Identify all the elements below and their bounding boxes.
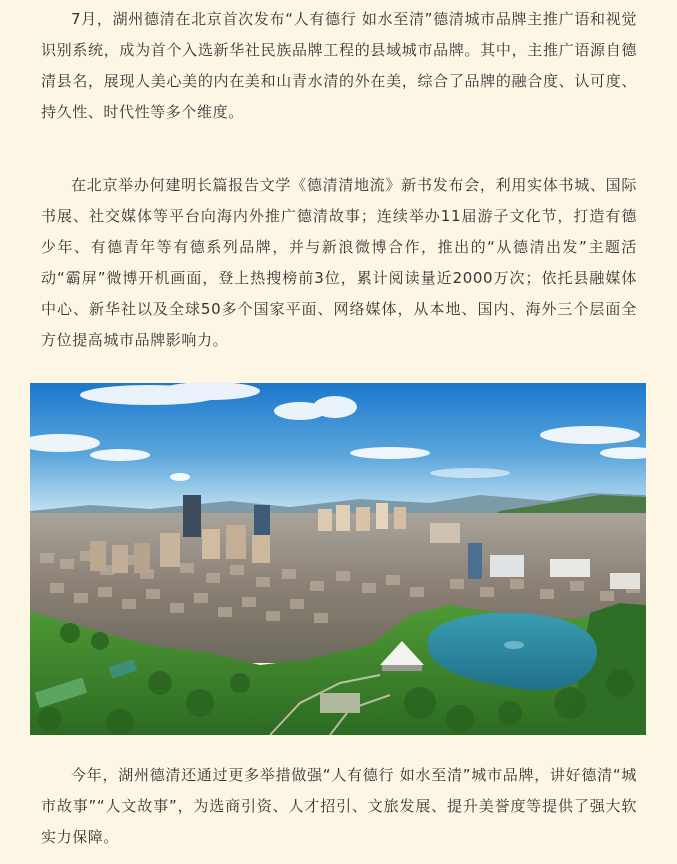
- lake-fountain: [504, 641, 524, 649]
- paragraph-brand-launch: 7月，湖州德清在北京首次发布“人有德行 如水至清”德清城市品牌主推广语和视觉识别系统，成为首个入选新华社民族品牌工程的县域城市品牌。其中，主推广语源自德清县名，展现人美心美的内在美和山青水清的外在美，综合了品牌的融合度、认可度、持久性、时代性等多个维度。: [41, 10, 637, 121]
- paragraph-promotion-activities: 在北京举办何建明长篇报告文学《德清清地流》新书发布会，利用实体书城、国际书展、社交媒体等平台向海内外推广德清故事；连续举办11届游子文化节，打造有德少年、有德青年等有德系列品牌，并与新浪微博合作，推出的“从德清出发”主题活动“霸屏”微博开机画面，登上热搜榜前3位，累计阅读量近2000万次；依托县融媒体中心、新华社以及全球50多个国家平面、网络媒体，从本地、国内、海外三个层面全方位提高城市品牌影响力。: [41, 176, 637, 349]
- aerial-city-photo: [30, 383, 646, 735]
- pavilion-base: [382, 665, 422, 671]
- paragraph-brand-strengthening: 今年，湖州德清还通过更多举措做强“人有德行 如水至清”城市品牌，讲好德清“城市故事”“人文故事”，为选商引资、人才招引、文旅发展、提升美誉度等提供了强大软实力保障。: [41, 766, 637, 846]
- aerial-city-illustration: [30, 383, 646, 735]
